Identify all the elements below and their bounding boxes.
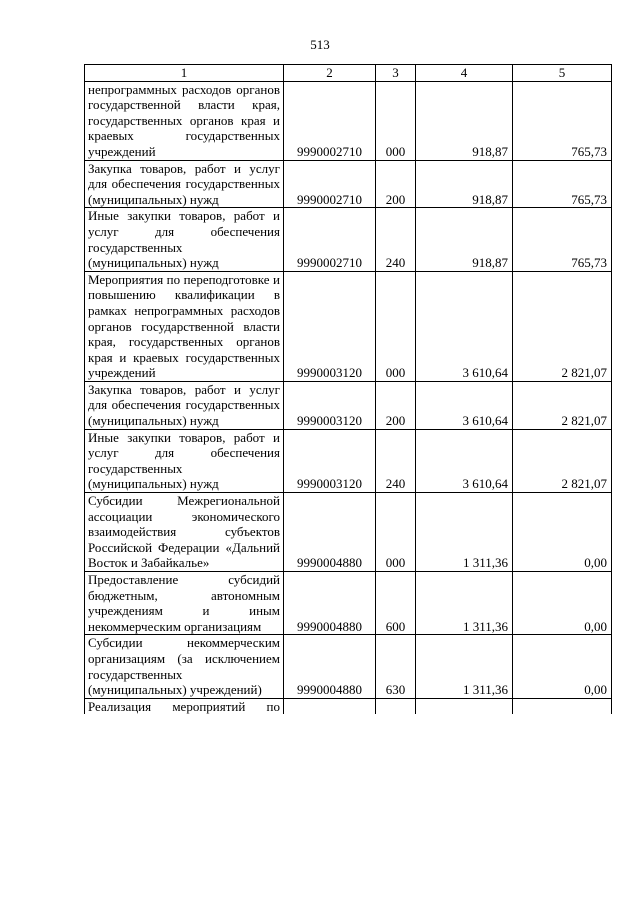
row-name: Реализация мероприятий по [85, 698, 284, 714]
row-code: 9990002710 [284, 208, 376, 271]
row-value-1 [416, 698, 513, 714]
header-row [85, 65, 612, 82]
row-name: Предоставление субсидий бюджетным, автономным учреждениям и иным некоммерческим организациям [85, 572, 284, 635]
row-name: непрограммных расходов органов государственной власти края, государственных органов края и краевых государственных учреждений [85, 81, 284, 160]
row-type: 600 [376, 572, 416, 635]
budget-table [84, 64, 612, 714]
row-code [284, 698, 376, 714]
row-name: Закупка товаров, работ и услуг для обеспечения государственных (муниципальных) нужд [85, 160, 284, 208]
header-cell: 4 [416, 65, 513, 82]
row-type: 000 [376, 81, 416, 160]
row-name: Закупка товаров, работ и услуг для обеспечения государственных (муниципальных) нужд [85, 381, 284, 429]
row-value-1: 918,87 [416, 208, 513, 271]
table-row [85, 381, 612, 429]
row-code: 9990002710 [284, 160, 376, 208]
row-name: Иные закупки товаров, работ и услуг для обеспечения государственных (муниципальных) нужд [85, 208, 284, 271]
row-value-2: 765,73 [513, 81, 612, 160]
row-code: 9990004880 [284, 572, 376, 635]
row-code: 9990003120 [284, 429, 376, 492]
row-type: 000 [376, 271, 416, 381]
row-code: 9990003120 [284, 381, 376, 429]
row-value-2: 0,00 [513, 493, 612, 572]
table-row [85, 572, 612, 635]
row-value-1: 1 311,36 [416, 635, 513, 698]
row-type: 630 [376, 635, 416, 698]
row-value-1: 1 311,36 [416, 493, 513, 572]
page-number: 513 [310, 37, 330, 52]
row-value-1: 918,87 [416, 81, 513, 160]
row-code: 9990004880 [284, 493, 376, 572]
header-cell: 3 [376, 65, 416, 82]
row-type [376, 698, 416, 714]
row-value-2: 0,00 [513, 572, 612, 635]
header-cell: 5 [513, 65, 612, 82]
row-value-2: 0,00 [513, 635, 612, 698]
row-type: 240 [376, 429, 416, 492]
row-code: 9990004880 [284, 635, 376, 698]
row-value-2 [513, 698, 612, 714]
row-value-2: 2 821,07 [513, 429, 612, 492]
row-type: 000 [376, 493, 416, 572]
row-name: Субсидии Межрегиональной ассоциации экономического взаимодействия субъектов Российской Федерации «Дальний Восток и Забайкалье» [85, 493, 284, 572]
row-value-1: 3 610,64 [416, 271, 513, 381]
row-value-2: 765,73 [513, 160, 612, 208]
table-row [85, 208, 612, 271]
table-row [85, 271, 612, 381]
row-value-2: 2 821,07 [513, 271, 612, 381]
row-value-1: 3 610,64 [416, 429, 513, 492]
row-name: Субсидии некоммерческим организациям (за исключением государственных (муниципальных) учреждений) [85, 635, 284, 698]
row-name: Иные закупки товаров, работ и услуг для обеспечения государственных (муниципальных) нужд [85, 429, 284, 492]
row-value-1: 1 311,36 [416, 572, 513, 635]
row-value-2: 765,73 [513, 208, 612, 271]
row-type: 200 [376, 160, 416, 208]
row-value-1: 3 610,64 [416, 381, 513, 429]
table-row [85, 493, 612, 572]
header-cell: 1 [85, 65, 284, 82]
row-value-1: 918,87 [416, 160, 513, 208]
row-value-2: 2 821,07 [513, 381, 612, 429]
row-code: 9990002710 [284, 81, 376, 160]
table-row [85, 698, 612, 714]
header-cell: 2 [284, 65, 376, 82]
row-code: 9990003120 [284, 271, 376, 381]
table-row [85, 160, 612, 208]
table-row [85, 429, 612, 492]
row-type: 200 [376, 381, 416, 429]
row-name: Мероприятия по переподготовке и повышению квалификации в рамках непрограммных расходов органов государственной власти края, государственных органов края и краевых государственных учреждений [85, 271, 284, 381]
table-row [85, 81, 612, 160]
row-type: 240 [376, 208, 416, 271]
table-row [85, 635, 612, 698]
